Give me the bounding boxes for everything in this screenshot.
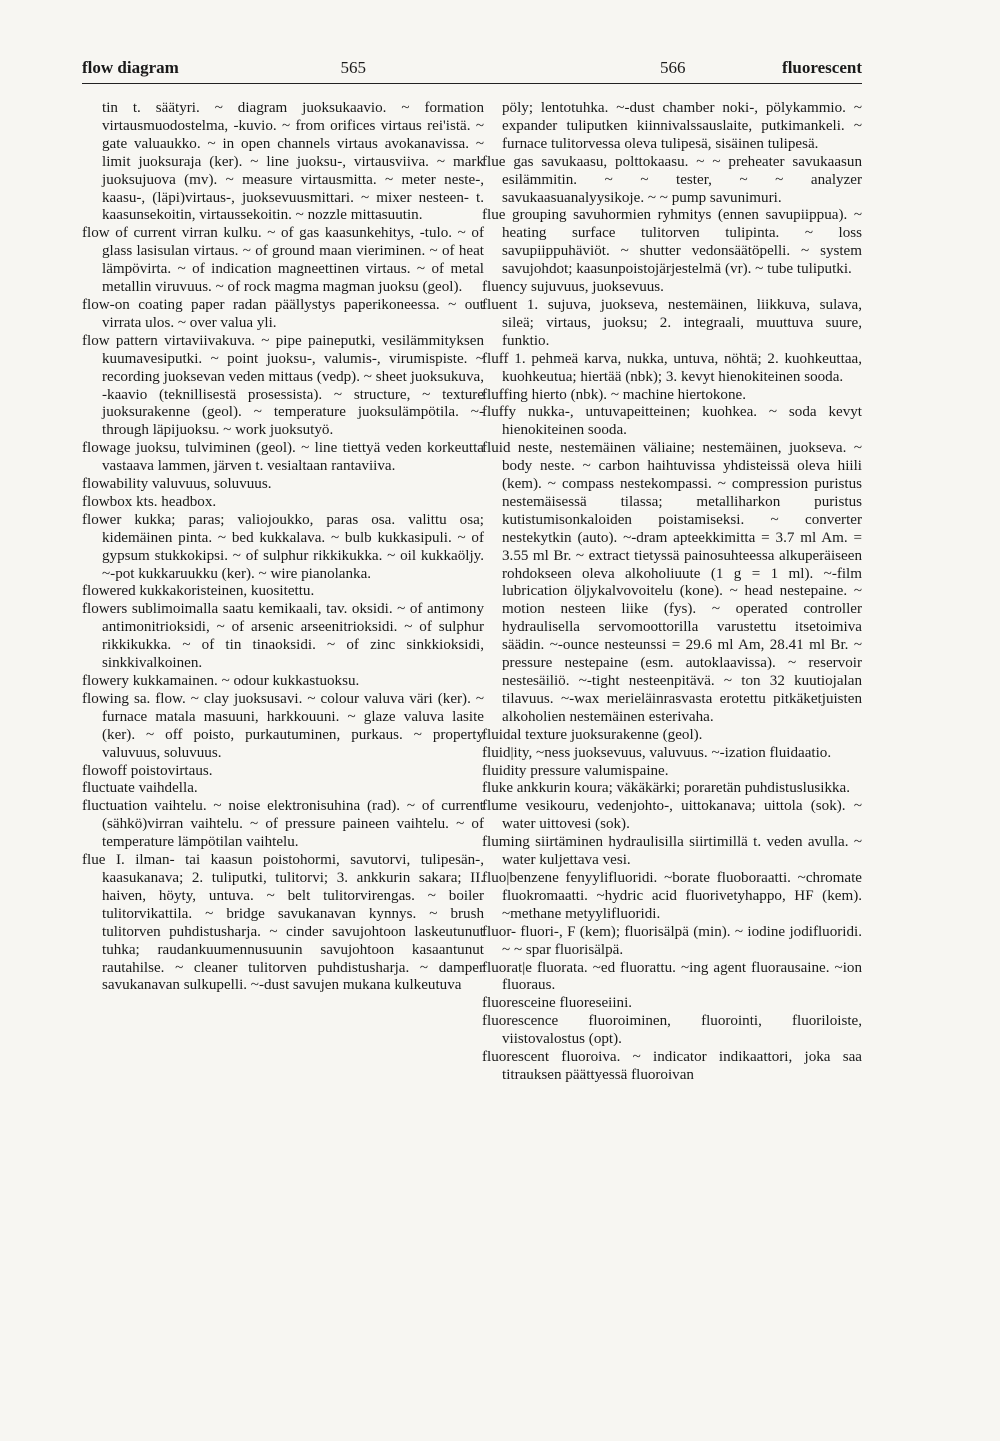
dictionary-entry: flue I. ilman- tai kaasun poistohormi, savutorvi, tulipesän-, kaasukanava; 2. tuliputki, tulitorvi; 3. ankkurin sakara; II. haiven, höyty, untuva. ~ belt tulitorvirengas. ~ boiler tulitorvikattila. ~ bridge savukanavan kynnys. ~ brush tulitorven puhdistusharja. ~ cinder savujohtoon laskeutunut tuhka; raudankuumennusuunin savujohtoon kasaantunut rautahilse. ~ cleaner tulitorven puhdistusharja. ~ damper savukanavan sulkupelli. ~-dust savujen mukana kulkeutuva (82, 852, 484, 994)
dictionary-entry: fluent 1. sujuva, juokseva, nestemäinen, liikkuva, sulava, sileä; virtaus, juoksu; 2. integraali, muuttuva suure, funktio. (482, 296, 862, 349)
page-number: 565 (340, 58, 366, 77)
dictionary-entry: flow pattern virtaviivakuva. ~ pipe paineputki, vesilämmityksen kuumavesiputki. ~ point juoksu-, valumis-, virumispiste. ~ recording juoksevan veden mittaus (vedp). ~ sheet juoksukuva, -kaavio (teknillisestä prosessista). ~ structure, ~ texture juoksurakenne (geol). ~ temperature juoksulämpötila. ~-through läpijuoksu. ~ work juoksutyö. (82, 332, 484, 439)
left-page (82, 58, 484, 995)
dictionary-entry: flowing sa. flow. ~ clay juoksusavi. ~ colour valuva väri (ker). ~ furnace matala masuuni, harkkouuni. ~ glaze valuva lasite (ker). ~ off poisto, purkautuminen, purkaus. ~ property valuvuus, soluvuus. (82, 690, 484, 761)
dictionary-entry: flowery kukkamainen. ~ odour kukkastuoksu. (82, 673, 360, 689)
dictionary-entry: fluffy nukka-, untuvapeitteinen; kuohkea. ~ soda kevyt hienokiteinen sooda. (482, 404, 862, 439)
guide-word: flow diagram (82, 58, 179, 77)
dictionary-entry: fluctuate vaihdella. (82, 780, 198, 797)
dictionary-entry: fluoresceine fluoreseiini. (482, 995, 633, 1012)
dictionary-entry: fluency sujuvuus, juoksevuus. (482, 279, 664, 296)
dictionary-entry: fluidal texture juoksurakenne (geol). (482, 726, 703, 743)
entry-list (482, 100, 862, 1085)
page-header (82, 58, 484, 84)
dictionary-entry: flowers sublimoimalla saatu kemikaali, tav. oksidi. ~ of antimony antimonitrioksidi, ~ of arsenic arseenitrioksidi. ~ of sulphur rikkikukka. ~ of tin tinaoksidi. ~ of zinc sinkkioksidi, sinkkivalkoinen. (82, 601, 484, 672)
dictionary-entry: fluor- fluori-, F (kem); fluorisälpä (min). ~ iodine jodifluoridi. ~ ~ spar fluorisälpä. (482, 923, 862, 958)
dictionary-entry: fluorat|e fluorata. ~ed fluorattu. ~ing agent fluorausaine. ~ion fluoraus. (482, 959, 862, 994)
dictionary-entry: flow-on coating paper radan päällystys paperikoneessa. ~ out virrata ulos. ~ over valua yli. (82, 296, 484, 331)
page-number: 566 (660, 58, 686, 77)
dictionary-entry: fluid neste, nestemäinen väliaine; nestemäinen, juokseva. ~ body neste. ~ carbon haihtuvissa yhdisteissä oleva hiili (kem). ~ compass nestekompassi. ~ compression puristus nestemäisessä tilassa; metalliharkon puristus kutistumisonkaloiden poistamiseksi. ~ converter nestekytkin (auto). ~-dram apteekkimitta = 3.7 ml Am. = 3.55 ml Br. ~ extract tietyssä painosuhteessa alkuperäiseen rohdokseen oleva alkoholiuute (1 g = 1 ml). ~-film lubrication öljykalvovoitelu (kone). ~ head nestepaine. ~ motion nesteen liike (fys). ~ operated controller hydraulisella servomoottorilla varustettu itsetoimiva säädin. ~-ounce nesteunssi = 29.6 ml Am, 28.41 ml Br. ~ pressure nestepaine (esm. autoklaavissa). ~ reservoir nestesäiliö. ~-tight nesteenpitävä. ~ ton 32 kuutiojalan tilavuus. ~-wax merieläinrasvasta erotettu pitkäketjuisten alkoholien nestemäinen esterivaha. (482, 440, 862, 725)
dictionary-entry: flowbox kts. headbox. (82, 493, 217, 510)
dictionary-entry: fluke ankkurin koura; väkäkärki; poraretän puhdistuslusikka. (482, 780, 851, 797)
page-header (482, 58, 862, 84)
dictionary-entry: flowered kukkakoristeinen, kuositettu. (82, 583, 315, 600)
dictionary-entry: flue gas savukaasu, polttokaasu. ~ ~ preheater savukaasun esilämmitin. ~ ~ tester, ~ ~ analyzer savukaasuanalyysikoje. ~ ~ pump savunimuri. (482, 153, 862, 206)
dictionary-entry: fluid|ity, ~ness juoksevuus, valuvuus. ~-ization fluidaatio. (482, 744, 832, 761)
dictionary-entry: tin t. säätyri. ~ diagram juoksukaavio. ~ formation virtausmuodostelma, -kuvio. ~ from orifices virtaus rei'istä. ~ gate valuaukko. ~ in open channels virtaus avokanavissa. ~ limit juoksuraja (ker). ~ line juoksu-, virtausviiva. ~ mark juoksujuova (mv). ~ measure virtausmitta. ~ meter neste-, kaasu-, (läpi)virtaus-, juoksevuusmittari. ~ mixer nesteen- t. kaasunsekoitin, virtaussekoitin. ~ nozzle mittasuutin. (102, 100, 484, 224)
dictionary-entry: fluorescence fluoroiminen, fluorointi, fluoriloiste, viistovalostus (opt). (482, 1013, 862, 1048)
dictionary-entry: flume vesikouru, vedenjohto-, uittokanava; uittola (sok). ~ water uittovesi (sok). (482, 798, 862, 833)
dictionary-entry: flue grouping savuhormien ryhmitys (ennen savupiippua). ~ heating surface tulitorven tulipinta. ~ loss savupiippuhäviöt. ~ shutter vedonsäätöpelli. ~ system savujohdot; kaasunpoistojärjestelmä (vr). ~ tube tuliputki. (482, 207, 862, 278)
guide-word: fluorescent (782, 58, 862, 77)
dictionary-entry: fluidity pressure valumispaine. (482, 762, 669, 779)
right-page (482, 58, 862, 1085)
entry-list (82, 100, 484, 995)
dictionary-entry: fluming siirtäminen hydraulisilla siirtimillä t. veden avulla. ~ water kuljettava vesi. (482, 834, 862, 869)
dictionary-entry: fluffing hierto (nbk). ~ machine hiertokone. (482, 386, 746, 403)
dictionary-entry: pöly; lentotuhka. ~-dust chamber noki-, pölykammio. ~ expander tuliputken kiinnivalssauslaite, putkimankeli. ~ furnace tulitorvessa oleva tulipesä, sisäinen tulipesä. (502, 100, 862, 152)
dictionary-entry: fluctuation vaihtelu. ~ noise elektronisuhina (rad). ~ of current (sähkö)virran vaihtelu. ~ of pressure paineen vaihtelu. ~ of temperature lämpötilan vaihtelu. (82, 798, 484, 851)
dictionary-entry: flow of current virran kulku. ~ of gas kaasunkehitys, -tulo. ~ of glass lasisulan virtaus. ~ of ground maan vieriminen. ~ of heat lämpövirta. ~ of indication magneettinen virtaus. ~ of metal metallin viruvuus. ~ of rock magma magman juoksu (geol). (82, 225, 484, 296)
dictionary-entry: flowoff poistovirtaus. (82, 762, 213, 779)
dictionary-entry: flowage juoksu, tulviminen (geol). ~ line tiettyä veden korkeutta vastaava lammen, järven t. vesialtaan rantaviiva. (82, 440, 484, 475)
dictionary-entry: flowability valuvuus, soluvuus. (82, 476, 272, 493)
dictionary-entry: fluff 1. pehmeä karva, nukka, untuva, nöhtä; 2. kuohkeuttaa, kuohkeutua; hiertää (nbk); 3. kevyt hienokiteinen sooda. (482, 350, 862, 385)
dictionary-entry: fluo|benzene fenyylifluoridi. ~borate fluoboraatti. ~chromate fluokromaatti. ~hydric acid fluorivetyhappo, HF (kem). ~methane metyylifluoridi. (482, 869, 862, 922)
dictionary-entry: flower kukka; paras; valiojoukko, paras osa. valittu osa; kidemäinen pinta. ~ bed kukkalava. ~ bulb kukkasipuli. ~ of gypsum stukkokipsi. ~ of sulphur rikkikukka. ~ oil kukkaöljy. ~-pot kukkaruukku (ker). ~ wire pianolanka. (82, 511, 484, 582)
dictionary-entry: fluorescent fluoroiva. ~ indicator indikaattori, joka saa titrauksen päättyessä fluoroivan (482, 1049, 862, 1083)
